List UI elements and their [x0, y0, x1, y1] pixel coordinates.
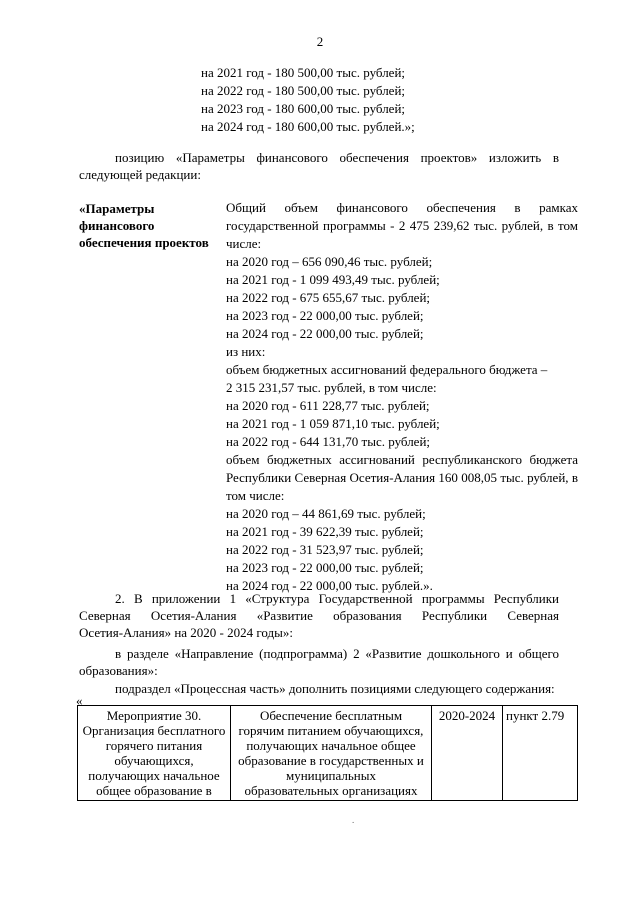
paragraph-line: следующей редакции: [79, 167, 201, 182]
subsection-paragraph [79, 680, 559, 697]
paragraph-line: Северная Осетия-Алания «Развитие образования Республики Северная [79, 608, 559, 623]
table-row [78, 706, 578, 801]
params-line: Общий объем финансового обеспечения в рамках [226, 200, 578, 215]
params-line: числе: [226, 236, 262, 251]
appendix-paragraph [79, 590, 559, 641]
paragraph-line: подраздел «Процессная часть» дополнить позициями следующего содержания: [115, 681, 555, 696]
list-item: на 2021 год - 180 500,00 тыс. рублей; [201, 65, 406, 80]
cell-line: образовательных организациях [244, 783, 418, 798]
params-line: на 2021 год - 1 099 493,49 тыс. рублей; [226, 272, 440, 287]
cell-line: муниципальных [285, 768, 376, 783]
params-line: том числе: [226, 488, 285, 503]
params-line: на 2021 год - 39 622,39 тыс. рублей; [226, 524, 424, 539]
funding-years-list [201, 64, 415, 136]
params-label: «Параметры финансового обеспечения проектов [79, 201, 209, 250]
params-line: на 2021 год - 1 059 871,10 тыс. рублей; [226, 416, 440, 431]
params-line: на 2020 год – 656 090,46 тыс. рублей; [226, 254, 433, 269]
params-line: на 2020 год - 611 228,77 тыс. рублей; [226, 398, 430, 413]
activities-table [77, 705, 578, 801]
params-line: на 2022 год - 644 131,70 тыс. рублей; [226, 434, 431, 449]
cell-line: горячего питания [105, 738, 203, 753]
params-line: на 2024 год - 22 000,00 тыс. рублей.». [226, 578, 433, 593]
cell-line: образование в государственных и [238, 753, 424, 768]
paragraph-line: позицию «Параметры финансового обеспечения проектов» изложить в [115, 150, 559, 165]
cell-line: Организация бесплатного [82, 723, 226, 738]
page-number: 2 [316, 34, 324, 49]
params-line: на 2023 год - 22 000,00 тыс. рублей; [226, 308, 424, 323]
paragraph-line: образования»: [79, 663, 158, 678]
list-item: на 2023 год - 180 600,00 тыс. рублей; [201, 101, 406, 116]
cell-line: Мероприятие 30. [106, 708, 202, 723]
params-line: Республики Северная Осетия-Алания 160 008,05 тыс. рублей, в [226, 470, 578, 485]
cell-line: общее образование в [96, 783, 212, 798]
params-body [226, 199, 578, 595]
table-cell-description [231, 706, 432, 801]
params-line: на 2022 год - 31 523,97 тыс. рублей; [226, 542, 424, 557]
cell-line: горячим питанием обучающихся, [238, 723, 424, 738]
params-line: на 2024 год - 22 000,00 тыс. рублей; [226, 326, 424, 341]
paragraph-line: 2. В приложении 1 «Структура Государственной программы Республики [115, 591, 559, 606]
params-line: на 2020 год – 44 861,69 тыс. рублей; [226, 506, 426, 521]
cell-line: Обеспечение бесплатным [259, 708, 403, 723]
list-item: на 2024 год - 180 600,00 тыс. рублей.»; [201, 119, 415, 134]
params-line: на 2023 год - 22 000,00 тыс. рублей; [226, 560, 424, 575]
opening-quote: « [76, 693, 83, 708]
params-line: объем бюджетных ассигнований федерального бюджета – [226, 362, 548, 377]
cell-line: получающих начальное [88, 768, 220, 783]
params-line: объем бюджетных ассигнований республиканского бюджета [226, 452, 578, 467]
section-paragraph [79, 645, 559, 679]
params-line: на 2022 год - 675 655,67 тыс. рублей; [226, 290, 431, 305]
paragraph-line: в разделе «Направление (подпрограмма) 2 «Развитие дошкольного и общего [115, 646, 559, 661]
list-item: на 2022 год - 180 500,00 тыс. рублей; [201, 83, 406, 98]
paragraph-line: Осетия-Алания» на 2020 - 2024 годы»: [79, 625, 293, 640]
params-line: государственной программы - 2 475 239,62 тыс. рублей, в том [226, 218, 578, 233]
cell-line: получающих начальное общее [246, 738, 416, 753]
params-line: из них: [226, 344, 266, 359]
params-line: 2 315 231,57 тыс. рублей, в том числе: [226, 380, 437, 395]
position-intro-paragraph [79, 149, 559, 183]
stray-mark: . [352, 815, 355, 825]
cell-line: обучающихся, [114, 753, 194, 768]
table-cell-period: 2020-2024 [432, 706, 503, 801]
table-cell-activity [78, 706, 231, 801]
table-cell-reference: пункт 2.79 [503, 706, 578, 801]
